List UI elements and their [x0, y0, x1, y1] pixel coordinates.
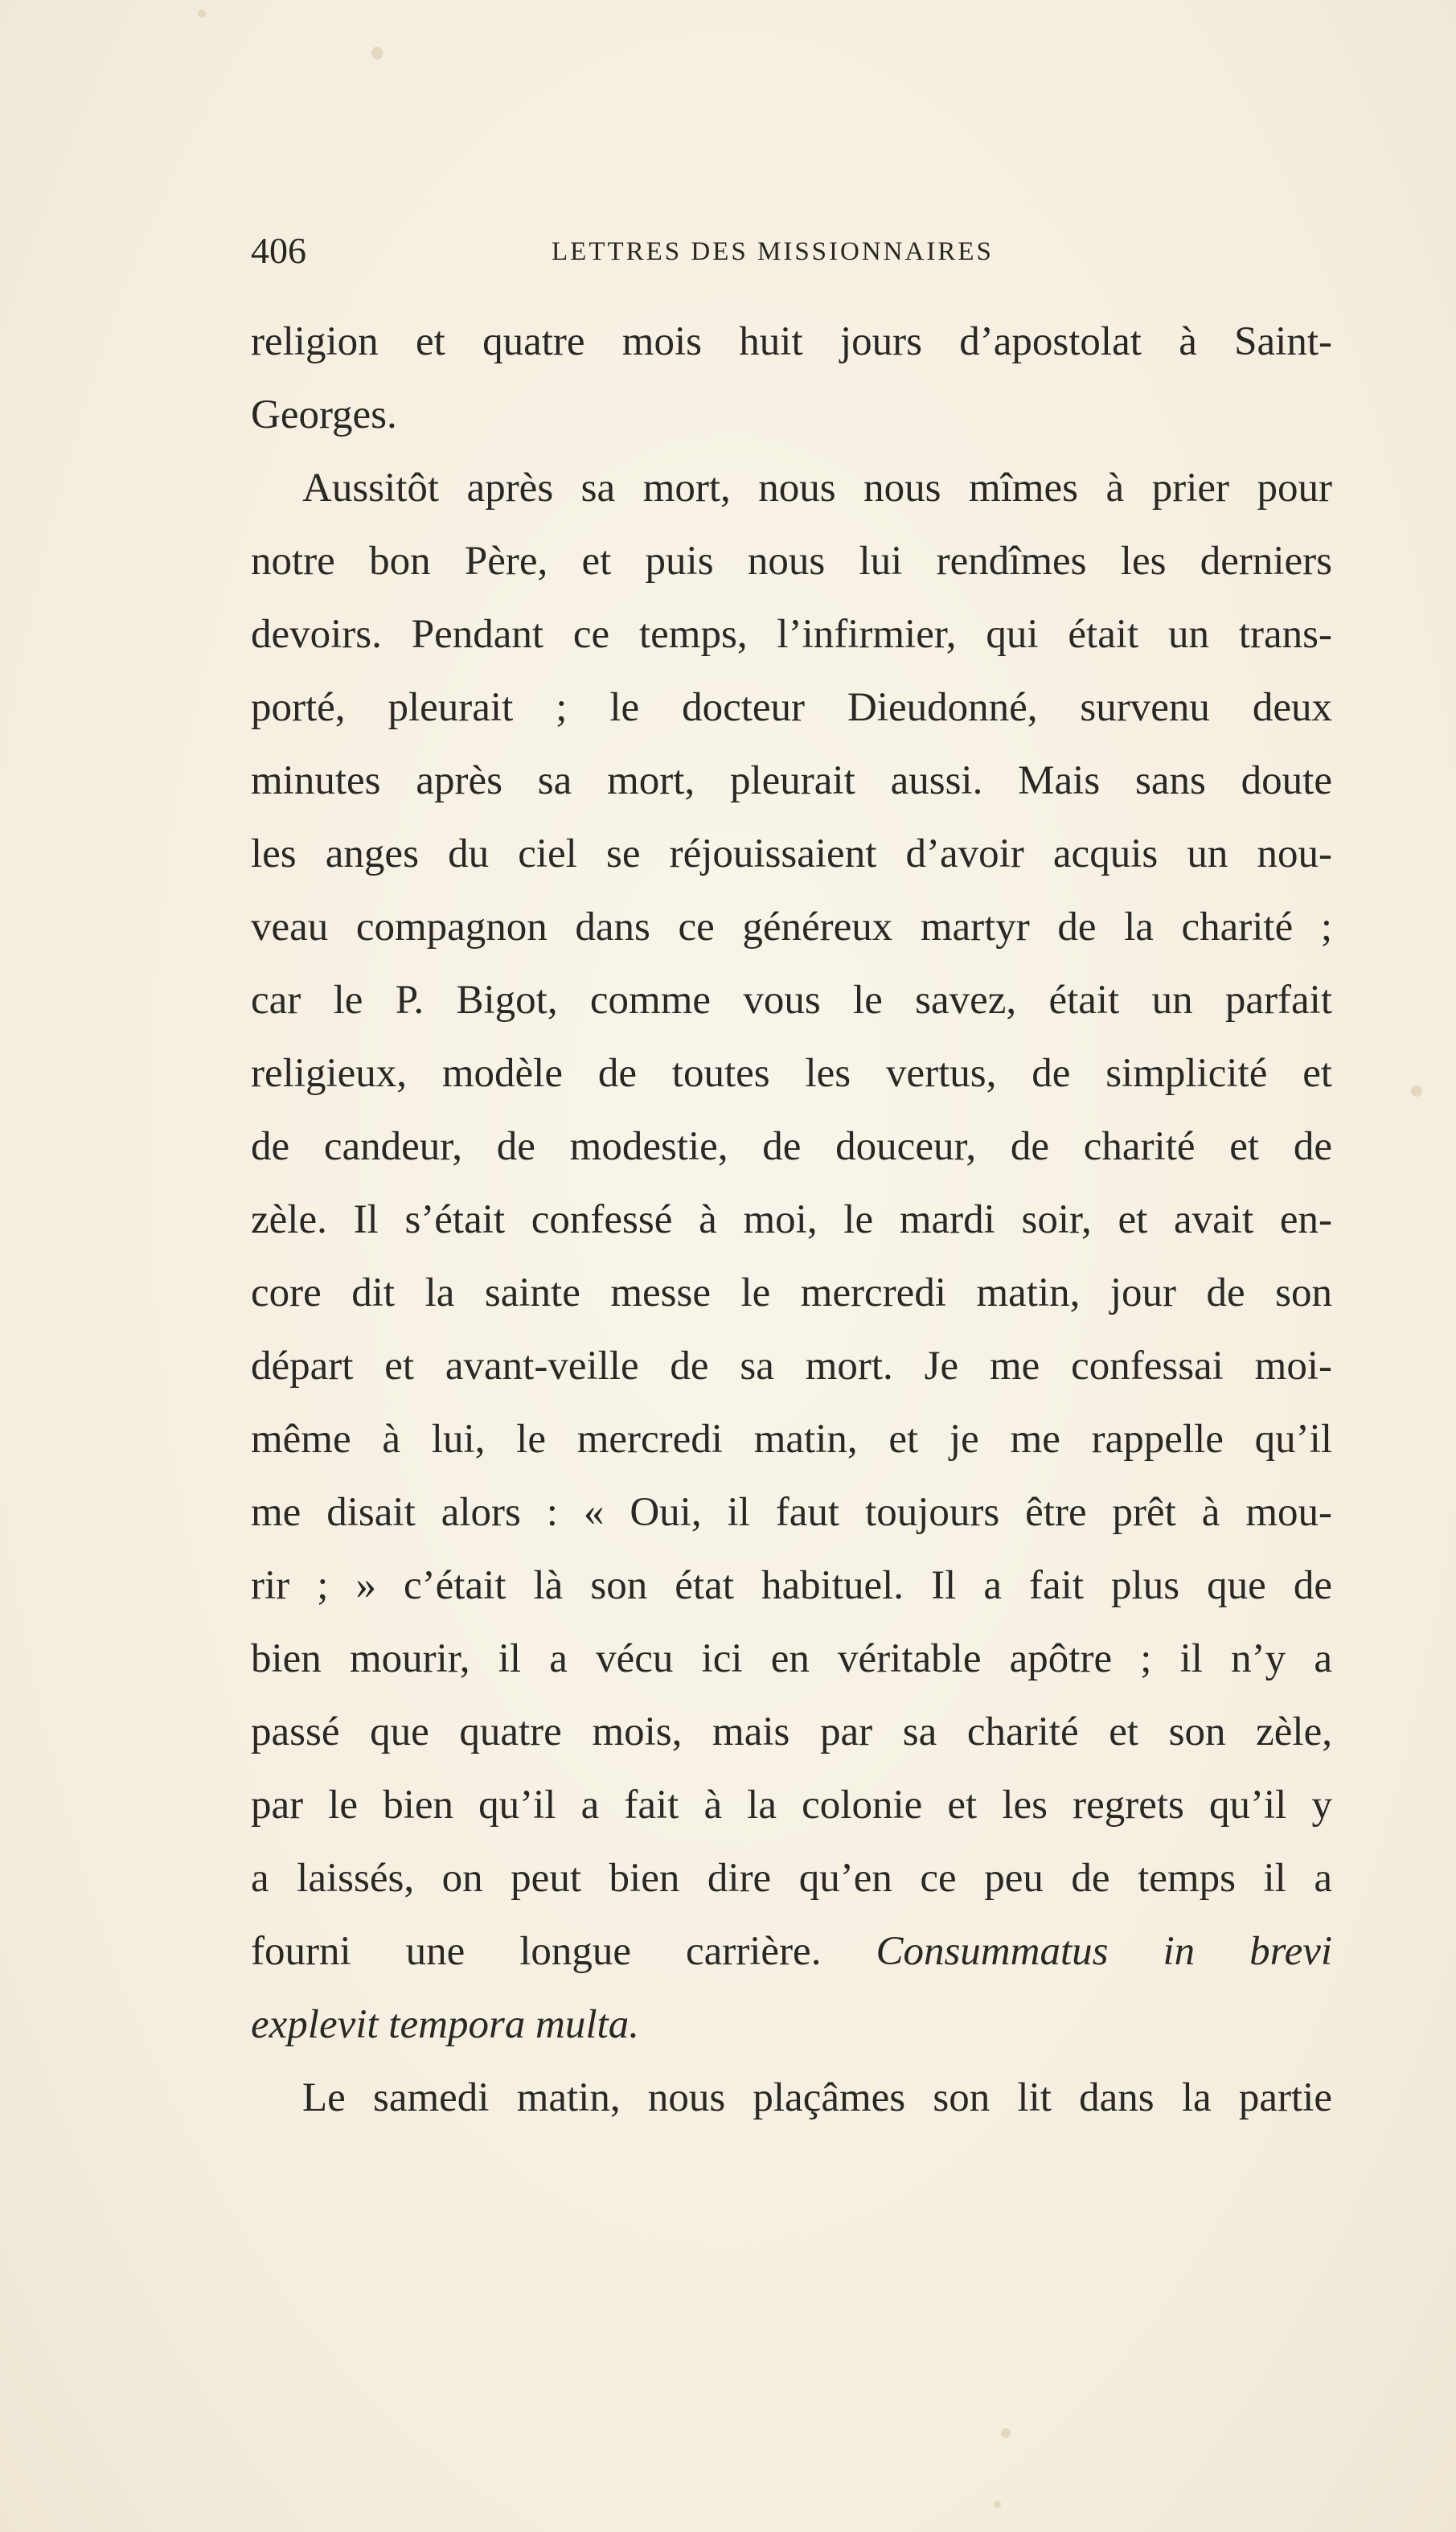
text-line: zèle. Il s’était confessé à moi, le mardi soir, et avait en- — [251, 1197, 1332, 1242]
body-text — [251, 306, 1332, 2135]
text-line: notre bon Père, et puis nous lui rendîmes les derniers — [251, 539, 1332, 584]
paper-speck — [1001, 2428, 1011, 2438]
latin-quote: Consummatus in brevi — [876, 1929, 1333, 1974]
text-segment: fourni une longue carrière. — [251, 1929, 822, 1974]
text-line: porté, pleurait ; le docteur Dieudonné, survenu deux — [251, 685, 1332, 730]
text-line: Aussitôt après sa mort, nous nous mîmes à prier pour — [302, 466, 1332, 511]
text-line: départ et avant-veille de sa mort. Je me confessai moi- — [251, 1344, 1332, 1389]
text-line: car le P. Bigot, comme vous le savez, était un parfait — [251, 978, 1332, 1023]
text-line: core dit la sainte messe le mercredi matin, jour de son — [251, 1270, 1332, 1315]
text-line: veau compagnon dans ce généreux martyr de la charité ; — [251, 905, 1332, 950]
text-line-mixed — [251, 1915, 1332, 1988]
text-line: de candeur, de modestie, de douceur, de charité et de — [251, 1124, 1332, 1169]
paper-speck — [371, 47, 383, 60]
running-title: LETTRES DES MISSIONNAIRES — [552, 237, 994, 266]
text-line: par le bien qu’il a fait à la colonie et les regrets qu’il y — [251, 1783, 1332, 1828]
page-number: 406 — [251, 230, 306, 271]
text-line: les anges du ciel se réjouissaient d’avoir acquis un nou- — [251, 831, 1332, 876]
text-line: Georges. — [251, 392, 397, 437]
paper-speck — [994, 2501, 1001, 2508]
latin-quote-line: explevit tempora multa. — [251, 2002, 639, 2047]
text-line: a laissés, on peut bien dire qu’en ce peu de temps il a — [251, 1856, 1332, 1901]
text-line: religion et quatre mois huit jours d’apostolat à Saint- — [251, 319, 1332, 364]
text-line: bien mourir, il a vécu ici en véritable apôtre ; il n’y a — [251, 1636, 1332, 1681]
paper-speck — [1411, 1085, 1422, 1097]
text-line: Le samedi matin, nous plaçâmes son lit dans la partie — [302, 2075, 1332, 2120]
text-line: me disait alors : « Oui, il faut toujours être prêt à mou- — [251, 1490, 1332, 1535]
text-line: religieux, modèle de toutes les vertus, de simplicité et — [251, 1051, 1332, 1096]
text-line: rir ; » c’était là son état habituel. Il a fait plus que de — [251, 1563, 1332, 1608]
text-line: minutes après sa mort, pleurait aussi. Mais sans doute — [251, 758, 1332, 803]
text-line: même à lui, le mercredi matin, et je me rappelle qu’il — [251, 1417, 1332, 1462]
paper-speck — [198, 10, 206, 18]
text-line: passé que quatre mois, mais par sa charité et son zèle, — [251, 1709, 1332, 1754]
text-line: devoirs. Pendant ce temps, l’infirmier, qui était un trans- — [251, 612, 1332, 657]
page-header — [251, 227, 1332, 275]
